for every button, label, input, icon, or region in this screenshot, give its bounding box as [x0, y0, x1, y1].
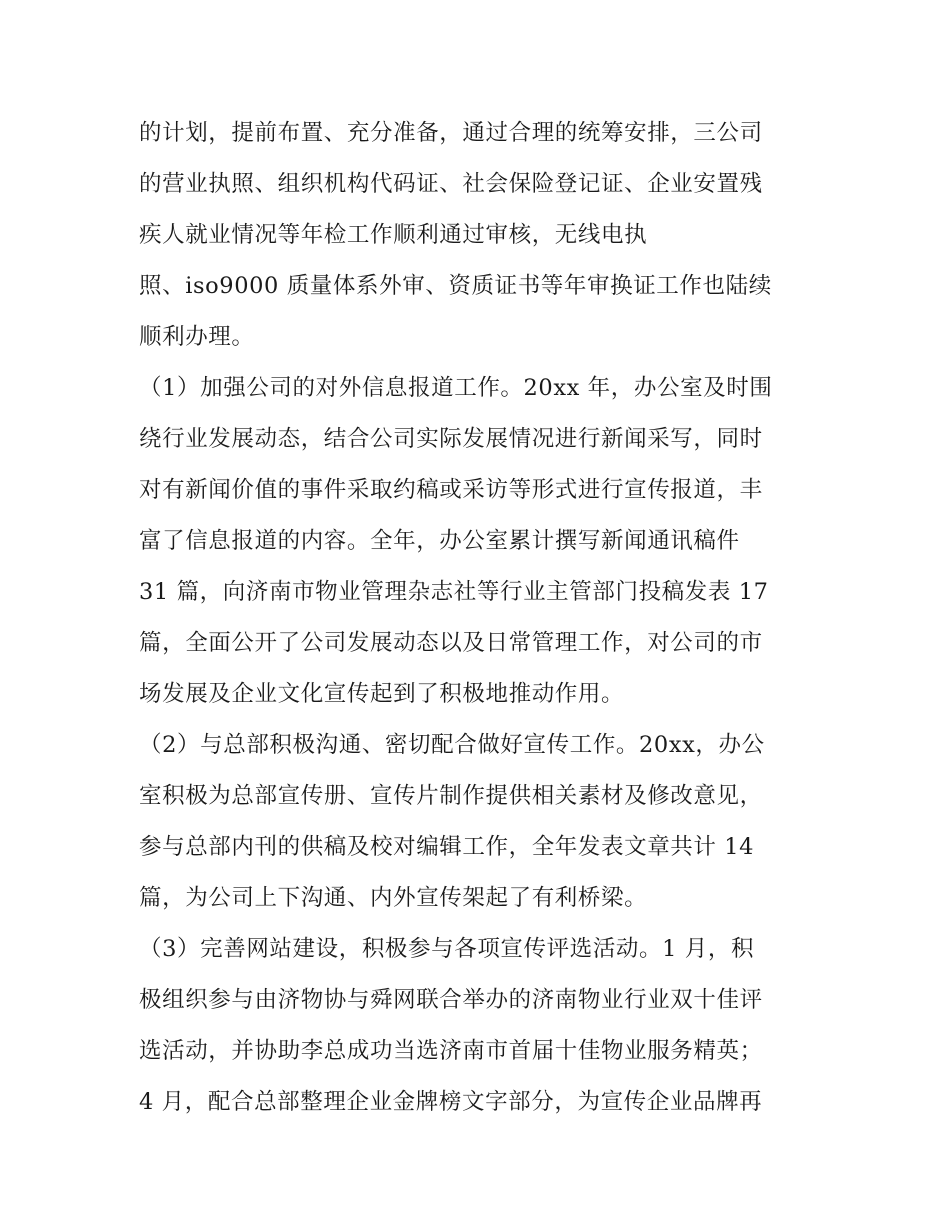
text-line: 照、iso9000 质量体系外审、资质证书等年审换证工作也陆续	[139, 273, 772, 299]
text-line: 对有新闻价值的事件采取约稿或采访等形式进行宣传报道，丰	[139, 477, 763, 503]
text-line: 极组织参与由济物协与舜网联合举办的济南物业行业双十佳评	[139, 987, 763, 1013]
text-line: （2）与总部积极沟通、密切配合做好宣传工作。20xx，办公	[139, 732, 765, 758]
text-line: 绕行业发展动态，结合公司实际发展情况进行新闻采写，同时	[139, 426, 763, 452]
text-line: 31 篇，向济南市物业管理杂志社等行业主管部门投稿发表 17	[139, 579, 769, 605]
text-line: 选活动，并协助李总成功当选济南市首届十佳物业服务精英；	[139, 1038, 763, 1064]
text-line: 室积极为总部宣传册、宣传片制作提供相关素材及修改意见，	[139, 783, 763, 809]
text-line: 篇，全面公开了公司发展动态以及日常管理工作，对公司的市	[139, 630, 763, 656]
text-line: 篇，为公司上下沟通、内外宣传架起了有利桥梁。	[139, 885, 648, 911]
text-line: 参与总部内刊的供稿及校对编辑工作，全年发表文章共计 14	[139, 834, 755, 860]
text-line: 疾人就业情况等年检工作顺利通过审核，无线电执	[139, 222, 648, 248]
document-body	[139, 108, 819, 1128]
text-line: 顺利办理。	[139, 324, 255, 350]
text-line: 富了信息报道的内容。全年，办公室累计撰写新闻通讯稿件	[139, 528, 740, 554]
text-line: 场发展及企业文化宣传起到了积极地推动作用。	[139, 681, 625, 707]
text-line: 4 月，配合总部整理企业金牌榜文字部分，为宣传企业品牌再	[139, 1089, 763, 1115]
text-line: （3）完善网站建设，积极参与各项宣传评选活动。1 月，积	[139, 936, 755, 962]
text-line: （1）加强公司的对外信息报道工作。20xx 年，办公室及时围	[139, 375, 773, 401]
text-line: 的营业执照、组织机构代码证、社会保险登记证、企业安置残	[139, 171, 763, 197]
text-line: 的计划，提前布置、充分准备，通过合理的统筹安排，三公司	[139, 120, 763, 146]
